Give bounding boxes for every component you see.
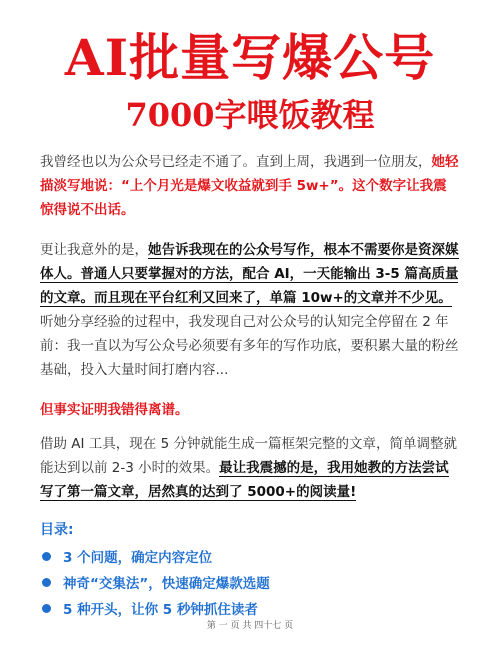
paragraph-surprise (40, 238, 460, 382)
toc-item[interactable] (40, 543, 460, 569)
paragraph-ai-tools (40, 432, 460, 504)
wrong-highlight: 但事实证明我错得离谱。 (40, 402, 189, 418)
bullet-icon (42, 604, 51, 613)
surprise-highlight: 她告诉我现在的公众号写作，根本不需要你是资深媒体人。普通人只要掌握对的方法，配合 AI，一天能输出 3-5 篇高质量的文章。而且现在平台红利又回来了，单篇 10w+的文章并不少见。 (40, 242, 459, 306)
surprise-text-continued: 听她分享经验的过程中，我发现自己对公众号的认知完全停留在 2 年前：我一直以为写公众号必须要有多年的写作功底，要积累大量的粉丝基础，投入大量时间打磨内容... (40, 314, 459, 378)
toc-item-label: 5 种开头，让你 5 秒钟抓住读者 (63, 602, 258, 618)
paragraph-intro (40, 150, 460, 222)
bullet-icon (42, 552, 51, 561)
toc-title: 目录: (40, 522, 74, 538)
page-subtitle: 7000字喂饭教程 (125, 96, 375, 134)
toc-item-label: 神奇“交集法”，快速确定爆款选题 (63, 576, 270, 592)
intro-text: 我曾经也以为公众号已经走不通了。直到上周，我遇到一位朋友， (40, 154, 432, 170)
toc-item[interactable] (40, 569, 460, 595)
page-title: AI批量写爆公号 (64, 28, 436, 87)
table-of-contents (40, 543, 460, 621)
intro-highlight: 她轻描淡写地说：“上个月光是爆文收益就到手 5w+”。这个数字让我震惊得说不出话。 (40, 154, 459, 218)
paragraph-wrong (40, 398, 460, 422)
ai-tools-highlight: 最让我震撼的是，我用她教的方法尝试写了第一篇文章，居然真的达到了 5000+的阅读量! (40, 460, 449, 500)
page-number: 第 一 页 共 四十七 页 (206, 621, 294, 631)
bullet-icon (42, 578, 51, 587)
toc-item-label: 3 个问题，确定内容定位 (63, 550, 213, 566)
surprise-text: 更让我意外的是， (40, 242, 148, 258)
ai-tools-text: 借助 AI 工具，现在 5 分钟就能生成一篇框架完整的文章，简单调整就能达到以前 2-3 小时的效果。 (40, 436, 457, 476)
